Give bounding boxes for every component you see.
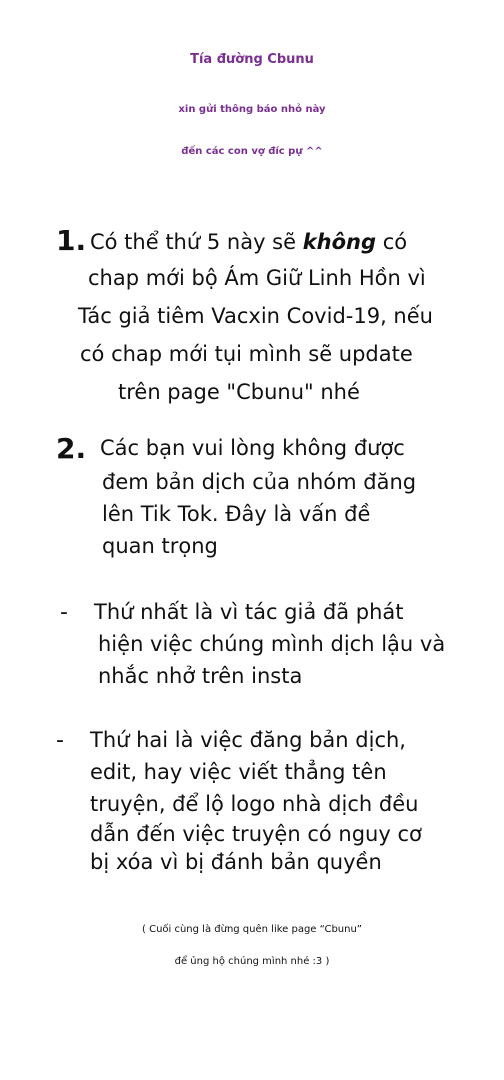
item-2-number: 2. bbox=[56, 432, 87, 465]
item-1-line-1 bbox=[90, 232, 407, 253]
header-subtitle-2: đến các con vợ đíc pự ^^ bbox=[181, 146, 323, 157]
bullet-2-line-2: edit, hay việc viết thẳng tên bbox=[90, 760, 387, 784]
item-1-number: 1. bbox=[56, 224, 87, 257]
footer-line-2: để ủng hộ chúng mình nhé :3 ) bbox=[174, 956, 330, 967]
item-2-line-4: quan trọng bbox=[102, 534, 218, 558]
footer-line-1: ( Cuối cùng là đừng quên like page “Cbunu” bbox=[142, 924, 362, 935]
item-2-line-1: Các bạn vui lòng không được bbox=[100, 436, 405, 460]
item-2-line-3: lên Tik Tok. Đây là vấn đề bbox=[102, 502, 371, 526]
bullet-2-line-3: truyện, để lộ logo nhà dịch đều bbox=[90, 792, 419, 816]
item-1-emphasis: không bbox=[302, 230, 377, 254]
item-1-line-1-a: Có thể thứ 5 này sẽ bbox=[90, 230, 303, 254]
bullet-2-line-4: dẫn đến việc truyện có nguy cơ bbox=[90, 822, 422, 846]
item-1-line-4: có chap mới tụi mình sẽ update bbox=[80, 342, 413, 366]
bullet-1-line-2: hiện việc chúng mình dịch lậu và bbox=[98, 632, 446, 656]
bullet-2-dash: - bbox=[56, 728, 64, 753]
item-1-line-3: Tác giả tiêm Vacxin Covid-19, nếu bbox=[78, 304, 433, 328]
header-subtitle-1: xin gửi thông báo nhỏ này bbox=[178, 104, 326, 115]
item-1-line-1-c: có bbox=[376, 230, 408, 254]
bullet-1-line-3: nhắc nhở trên insta bbox=[98, 664, 303, 688]
item-2-line-2: đem bản dịch của nhóm đăng bbox=[102, 470, 417, 494]
item-1-line-2: chap mới bộ Ám Giữ Linh Hồn vì bbox=[88, 266, 426, 290]
item-1-line-5: trên page "Cbunu" nhé bbox=[118, 380, 360, 404]
bullet-1-dash: - bbox=[60, 600, 68, 625]
header-title: Tía đường Cbunu bbox=[190, 52, 314, 67]
bullet-2-line-5: bị xóa vì bị đánh bản quyền bbox=[90, 850, 382, 874]
bullet-2-line-1: Thứ hai là việc đăng bản dịch, bbox=[90, 728, 406, 752]
bullet-1-line-1: Thứ nhất là vì tác giả đã phát bbox=[94, 600, 404, 624]
